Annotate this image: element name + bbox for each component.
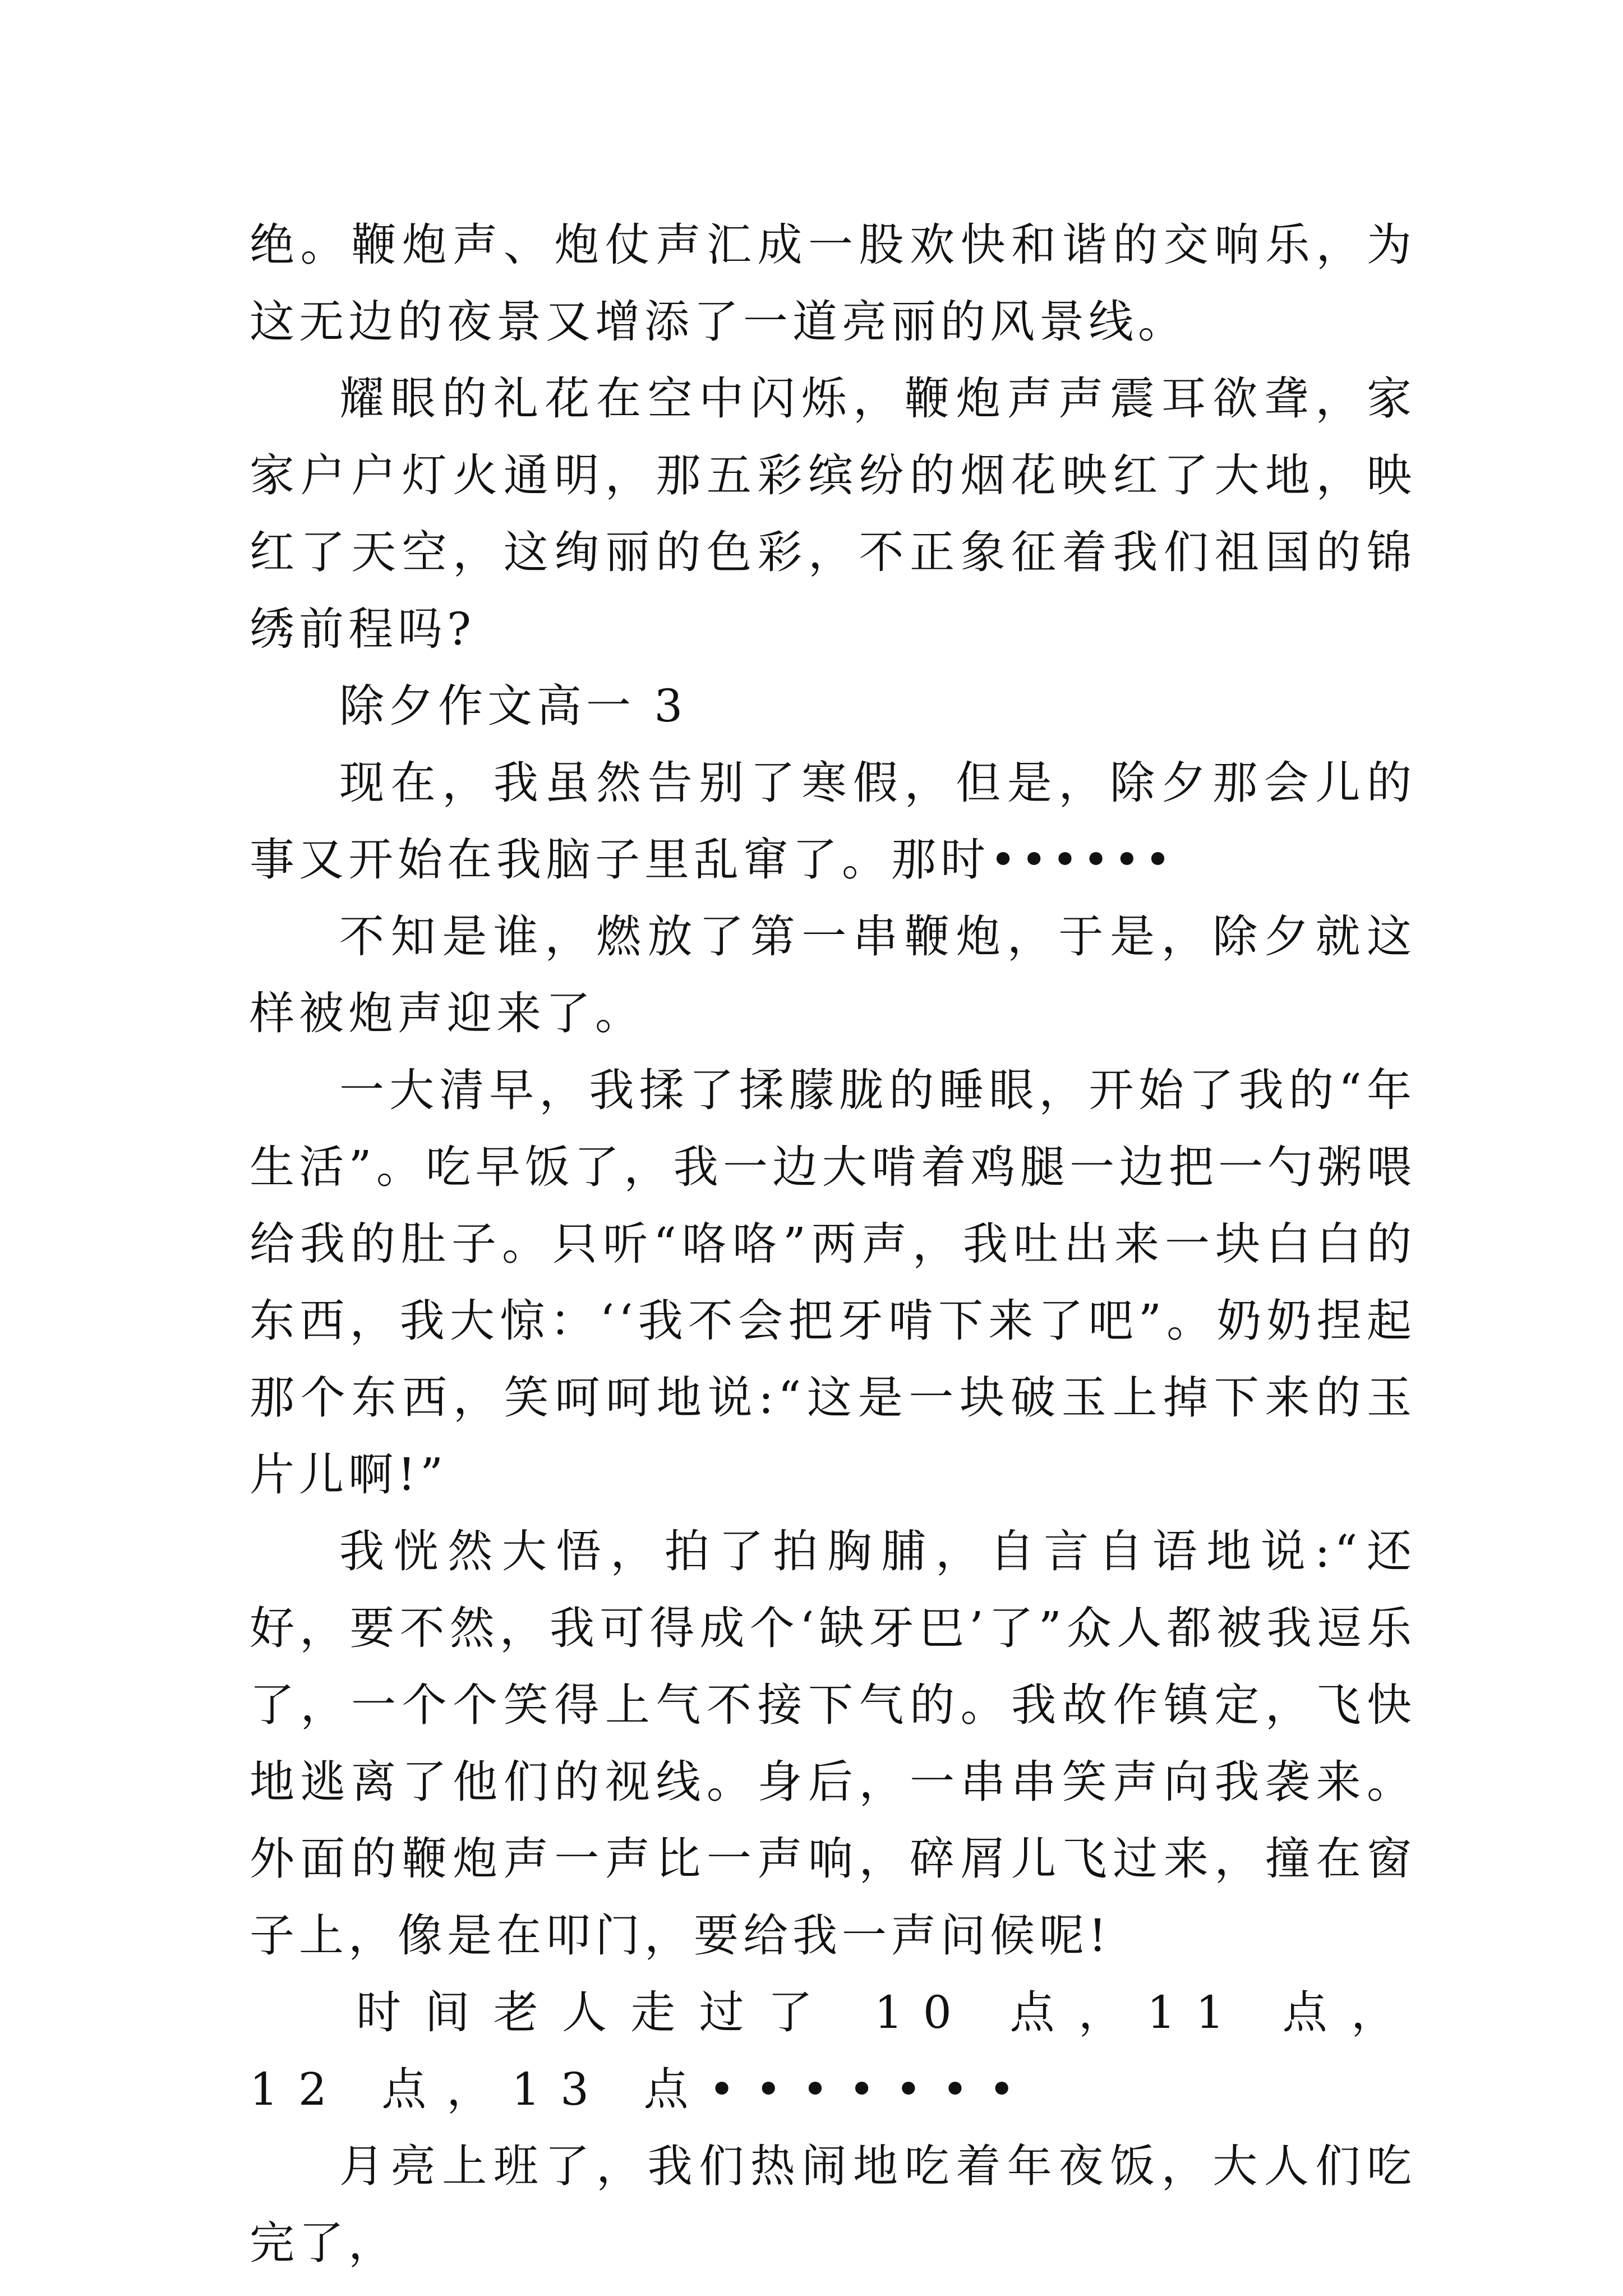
paragraph: 现在，我虽然告别了寒假，但是，除夕那会儿的事又开始在我脑子里乱窜了。那时•••••• (250, 757, 1416, 886)
paragraph: 月亮上班了，我们热闹地吃着年夜饭，大人们吃完了， (250, 2140, 1416, 2269)
document-body (250, 206, 1416, 2281)
paragraph: 时间老人走过了 10 点，11 点，12 点，13 点••••••• (250, 1986, 1416, 2115)
paragraph-continuation: 绝。鞭炮声、炮仗声汇成一股欢快和谐的交响乐，为这无边的夜景又增添了一道亮丽的风景线。 (250, 219, 1416, 348)
paragraph: 耀眼的礼花在空中闪烁，鞭炮声声震耳欲聋，家家户户灯火通明，那五彩缤纷的烟花映红了大地，映红了天空，这绚丽的色彩，不正象征着我们祖国的锦绣前程吗? (250, 372, 1416, 655)
paragraph: 一大清早，我揉了揉朦胧的睡眼，开始了我的“年生活”。吃早饭了，我一边大啃着鸡腿一边把一勺粥喂给我的肚子。只听“咯咯”两声，我吐出来一块白白的东西，我大惊：‘‘我不会把牙啃下来了吧”。奶奶捏起那个东西，笑呵呵地说:“这是一块破玉上掉下来的玉片儿啊!” (250, 1064, 1416, 1501)
paragraph: 我恍然大悟，拍了拍胸脯，自言自语地说:“还好，要不然，我可得成个‘缺牙巴’了”众人都被我逗乐了，一个个笑得上气不接下气的。我故作镇定，飞快地逃离了他们的视线。身后，一串串笑声向我袭来。外面的鞭炮声一声比一声响，碎屑儿飞过来，撞在窗子上，像是在叩门，要给我一声问候呢! (250, 1525, 1416, 1962)
section-heading: 除夕作文高一 3 (339, 680, 688, 732)
paragraph: 不知是谁，燃放了第一串鞭炮，于是，除夕就这样被炮声迎来了。 (250, 910, 1416, 1039)
